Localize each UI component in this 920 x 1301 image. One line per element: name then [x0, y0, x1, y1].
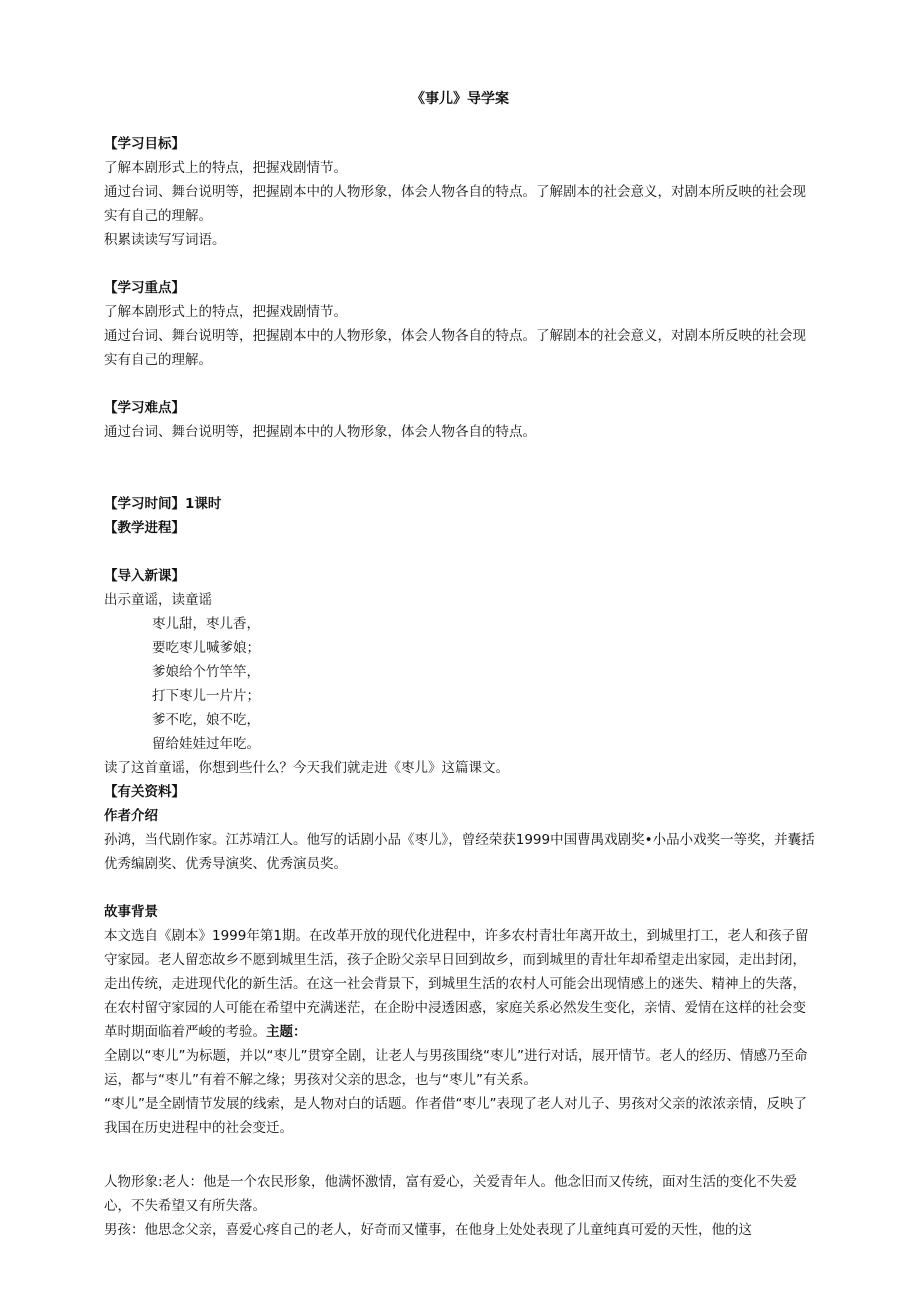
materials-heading: 【有关资料】: [104, 784, 185, 800]
study-time: 【学习时间】1课时: [104, 496, 222, 512]
rhyme-line: 打下枣儿一片片；: [152, 688, 260, 704]
theme-text: 全剧以“枣儿”为标题，并以“枣儿”贯穿全剧，让老人与男孩围绕“枣儿”进行对话，展开情节。老人的经历、情感乃至命运，都与“枣儿”有着不解之缘；男孩对父亲的思念，也与“枣儿”有关系。: [104, 1048, 808, 1088]
author-text: 孙鸿，当代剧作家。江苏靖江人。他写的话剧小品《枣儿》，曾经荣获1999中国曹禺戏剧奖•小品小戏奖一等奖，并囊括优秀编剧奖、优秀导演奖、优秀演员奖。: [104, 832, 815, 872]
objective-line: 通过台词、舞台说明等，把握剧本中的人物形象，体会人物各自的特点。了解剧本的社会意义，对剧本所反映的社会现实有自己的理解。: [104, 184, 806, 224]
rhyme-line: 爹不吃，娘不吃，: [152, 712, 260, 728]
key-point-line: 了解本剧形式上的特点，把握戏剧情节。: [104, 304, 347, 320]
theme-label: 主题：: [266, 1024, 307, 1040]
difficulties-heading: 【学习难点】: [104, 400, 185, 416]
character-old-man: 人物形象:老人：他是一个农民形象，他满怀激情，富有爱心，关爱青年人。他念旧而又传统，面对生活的变化不失爱心，不失希望又有所失落。: [104, 1174, 798, 1214]
author-heading: 作者介绍: [104, 808, 158, 824]
key-points-heading: 【学习重点】: [104, 280, 185, 296]
process-heading: 【教学进程】: [104, 520, 185, 536]
document-body: [104, 132, 816, 1242]
character-boy: 男孩：他思念父亲，喜爱心疼自己的老人，好奇而又懂事，在他身上处处表现了儿童纯真可爱的天性，他的这: [104, 1222, 752, 1238]
intro-heading: 【导入新课】: [104, 568, 185, 584]
rhyme-line: 爹娘给个竹竿竿，: [152, 664, 260, 680]
rhyme-line: 留给娃娃过年吃。: [152, 736, 260, 752]
intro-after: 读了这首童谣，你想到些什么？今天我们就走进《枣儿》这篇课文。: [104, 760, 509, 776]
theme-text: “枣儿”是全剧情节发展的线索，是人物对白的话题。作者借“枣儿”表现了老人对儿子、男孩对父亲的浓浓亲情，反映了我国在历史进程中的社会变迁。: [104, 1096, 807, 1136]
objective-line: 了解本剧形式上的特点，把握戏剧情节。: [104, 160, 347, 176]
document-title: 《事儿》导学案: [411, 91, 509, 107]
objectives-heading: 【学习目标】: [104, 136, 185, 152]
background-heading: 故事背景: [104, 904, 158, 920]
objective-line: 积累读读写写词语。: [104, 232, 226, 248]
key-point-line: 通过台词、舞台说明等，把握剧本中的人物形象，体会人物各自的特点。了解剧本的社会意义，对剧本所反映的社会现实有自己的理解。: [104, 328, 806, 368]
background-text: 本文选自《剧本》1999年第1期。在改革开放的现代化进程中，许多农村青壮年离开故土，到城里打工，老人和孩子留守家园。老人留恋故乡不愿到城里生活，孩子企盼父亲早日回到故乡，而到城里的青壮年却希望走出家园，走出封闭，走出传统，走进现代化的新生活。在这一社会背景下，到城里生活的农村人可能会出现情感上的迷失、精神上的失落，在农村留守家园的人可能在希望中充满迷茫，在企盼中浸透困惑，家庭关系必然发生变化，亲情、爱情在这样的社会变革时期面临着严峻的考验。: [104, 928, 809, 1040]
intro-lead: 出示童谣，读童谣: [104, 592, 212, 608]
background-paragraph: [104, 924, 816, 1044]
rhyme-line: 要吃枣儿喊爹娘；: [152, 640, 260, 656]
difficulty-line: 通过台词、舞台说明等，把握剧本中的人物形象，体会人物各自的特点。: [104, 424, 536, 440]
rhyme-line: 枣儿甜，枣儿香，: [152, 616, 260, 632]
